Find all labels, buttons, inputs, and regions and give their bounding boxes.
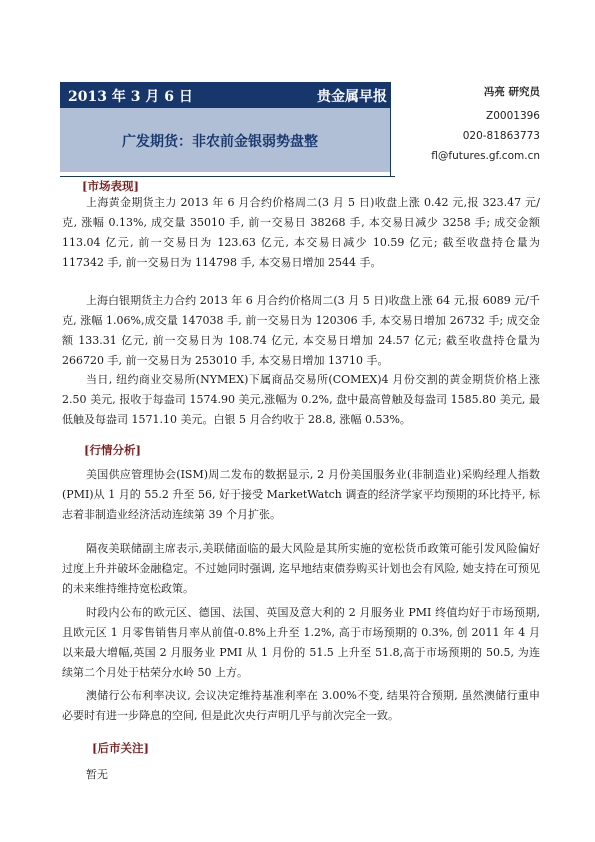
analysis-rba-paragraph: 澳储行公布利率决议, 会议决定维持基准利率在 3.00%不变, 结果符合预期, 虽然澳储行重申必要时有进一步降息的空间, 但是此次央行声明几乎与前次完全一致。 [62, 689, 540, 722]
analysis-pmi-paragraph: 时段内公布的欧元区、德国、法国、英国及意大利的 2 月服务业 PMI 终值均好于市场预期, 且欧元区 1 月零售销售月率从前值-0.8%上升至 1.2%, 高于市场预期的 0.3%, 创 2011 年 4 月以来最大增幅,英国 2 月服务业 PMI 从 1 月份的 51.5 上升至 51.8,高于市场预期的 50.5, 为连续第二个月处于枯荣分水岭 50 上方。 [62, 606, 540, 679]
analysis-fed-paragraph: 隔夜美联储副主席表示,美联储面临的最大风险是其所实施的宽松货币政策可能引发风险偏好过度上升并破坏金融稳定。不过她同时强调, 迄早地结束债券购买计划也会有风险, 她支持在可预见的未来维持维持宽松政策。 [62, 542, 540, 595]
author-name: 冯亮 研究员 [483, 86, 540, 98]
section-title-outlook: [后市关注] [92, 741, 149, 755]
author-id: Z0001396 [486, 110, 540, 122]
analysis-fed-block [62, 539, 540, 599]
outlook-paragraph: 暂无 [86, 768, 108, 781]
outlook-block [62, 765, 540, 785]
report-date: 2013 年 3 月 6 日 [68, 89, 193, 105]
author-email[interactable]: fl@futures.gf.com.cn [431, 150, 540, 162]
analysis-rba-block [62, 686, 540, 726]
market-silver-block [62, 291, 540, 371]
header-divider-vertical [390, 82, 391, 177]
analysis-ism-block [62, 465, 540, 525]
market-comex-block [62, 370, 540, 430]
analysis-ism-paragraph: 美国供应管理协会(ISM)周二发布的数据显示, 2 月份美国服务业(非制造业)采购经理人指数(PMI)从 1 月的 55.2 升至 56, 好于接受 MarketWatch 调查的经济学家平均预期的环比持平, 标志着非制造业经济活动连续第 39 个月扩张。 [62, 468, 540, 521]
report-name: 贵金属早报 [317, 89, 387, 105]
market-gold-paragraph: 上海黄金期货主力 2013 年 6 月合约价格周二(3 月 5 日)收盘上涨 0.42 元,报 323.47 元/克, 涨幅 0.13%, 成交量 35010 手, 前一交易日 38268 手, 本交易日减少 3258 手; 成交金额 113.04 亿元, 前一交易日为 123.63 亿元, 本交易日减少 10.59 亿元; 截至收盘持仓量为 117342 手, 前一交易日为 114798 手, 本交易日增加 2544 手。 [62, 196, 540, 269]
market-paragraphs [62, 193, 540, 273]
analysis-pmi-block [62, 603, 540, 683]
report-subtitle: 广发期货：非农前金银弱势盘整 [122, 134, 318, 150]
section-title-analysis: [行情分析] [84, 443, 141, 457]
market-comex-paragraph: 当日, 纽约商业交易所(NYMEX)下属商品交易所(COMEX)4 月份交割的黄金期货价格上涨 2.50 美元, 报收于每盎司 1574.90 美元,涨幅为 0.2%, 盘中最高曾触及每盎司 1585.80 美元, 最低触及每盎司 1571.10 美元。白银 5 月合约收于 28.8, 涨幅 0.53%。 [62, 373, 540, 426]
section-title-market: [市场表现] [82, 179, 139, 193]
market-silver-paragraph: 上海白银期货主力合约 2013 年 6 月合约价格周二(3 月 5 日)收盘上涨 64 元,报 6089 元/千克, 涨幅 1.06%,成交量 147038 手, 前一交易日为 120306 手, 本交易日增加 26732 手; 成交金额 133.31 亿元, 前一交易日为 108.74 亿元, 本交易日增加 24.57 亿元; 截至收盘持仓量为 266720 手, 前一交易日为 253010 手, 本交易日增加 13710 手。 [62, 294, 540, 367]
author-phone: 020-81863773 [462, 130, 540, 142]
header-divider-horizontal [60, 176, 395, 177]
